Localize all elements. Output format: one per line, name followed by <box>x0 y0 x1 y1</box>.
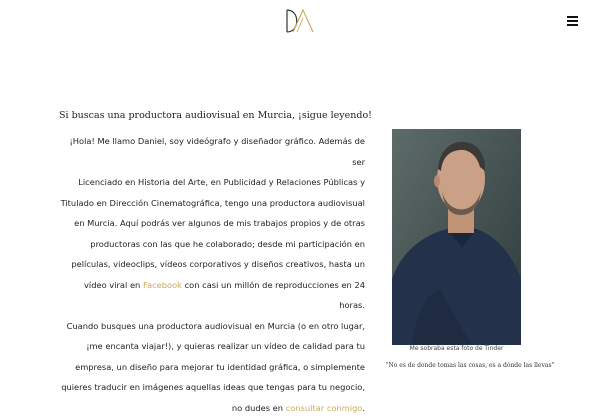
bio-line: ¡Hola! Me llamo Daniel, soy videógrafo y diseñador gráfico. Además de ser <box>56 131 365 172</box>
portrait-photo <box>392 129 521 345</box>
contact-link[interactable]: consultar conmigo <box>286 403 363 413</box>
menu-bar-middle <box>567 20 578 22</box>
bio-text: con casi un millón de reproducciones en 24 horas. <box>182 280 365 311</box>
bio-line: Titulado en Dirección Cinematográfica, tengo una productora audiovisual <box>56 193 365 214</box>
bio-line: ¡me encanta viajar!), y quieras realizar un vídeo de calidad para tu <box>56 336 365 357</box>
bio-text: vídeo viral en <box>84 280 143 290</box>
bio-text: . <box>362 403 365 413</box>
bio-line: quieres traducir en imágenes aquellas ideas que tengas para tu negocio, <box>56 377 365 398</box>
bio-text: no dudes en <box>232 403 286 413</box>
bio-line: Licenciado en Historia del Arte, en Publicidad y Relaciones Públicas y <box>56 172 365 193</box>
intro-heading: Si buscas una productora audiovisual en Murcia, ¡sigue leyendo! <box>59 110 379 121</box>
bio-line: productoras con las que he colaborado; desde mi participación en <box>56 234 365 255</box>
bio-line: empresa, un diseño para mejorar tu identidad gráfica, o simplemente <box>56 357 365 378</box>
facebook-link[interactable]: Facebook <box>143 280 182 290</box>
da-monogram-logo[interactable] <box>284 8 316 34</box>
photo-caption: Me sobraba esta foto de Tinder <box>392 345 521 352</box>
bio-line <box>56 398 365 418</box>
site-header <box>0 0 600 44</box>
bio-line: películas, videoclips, vídeos corporativos y diseños creativos, hasta un <box>56 254 365 275</box>
bio-line <box>56 275 365 316</box>
bio-paragraph <box>56 131 365 418</box>
menu-bar-bottom <box>567 24 578 26</box>
menu-bar-top <box>567 16 578 18</box>
bio-line: Cuando busques una productora audiovisual en Murcia (o en otro lugar, <box>56 316 365 337</box>
hamburger-menu-icon[interactable] <box>564 12 582 30</box>
bio-line: en Murcia. Aquí podrás ver algunos de mis trabajos propios y de otras <box>56 213 365 234</box>
quote-text: "No es de donde tomas las cosas, es a dónde las llevas" <box>370 362 570 369</box>
